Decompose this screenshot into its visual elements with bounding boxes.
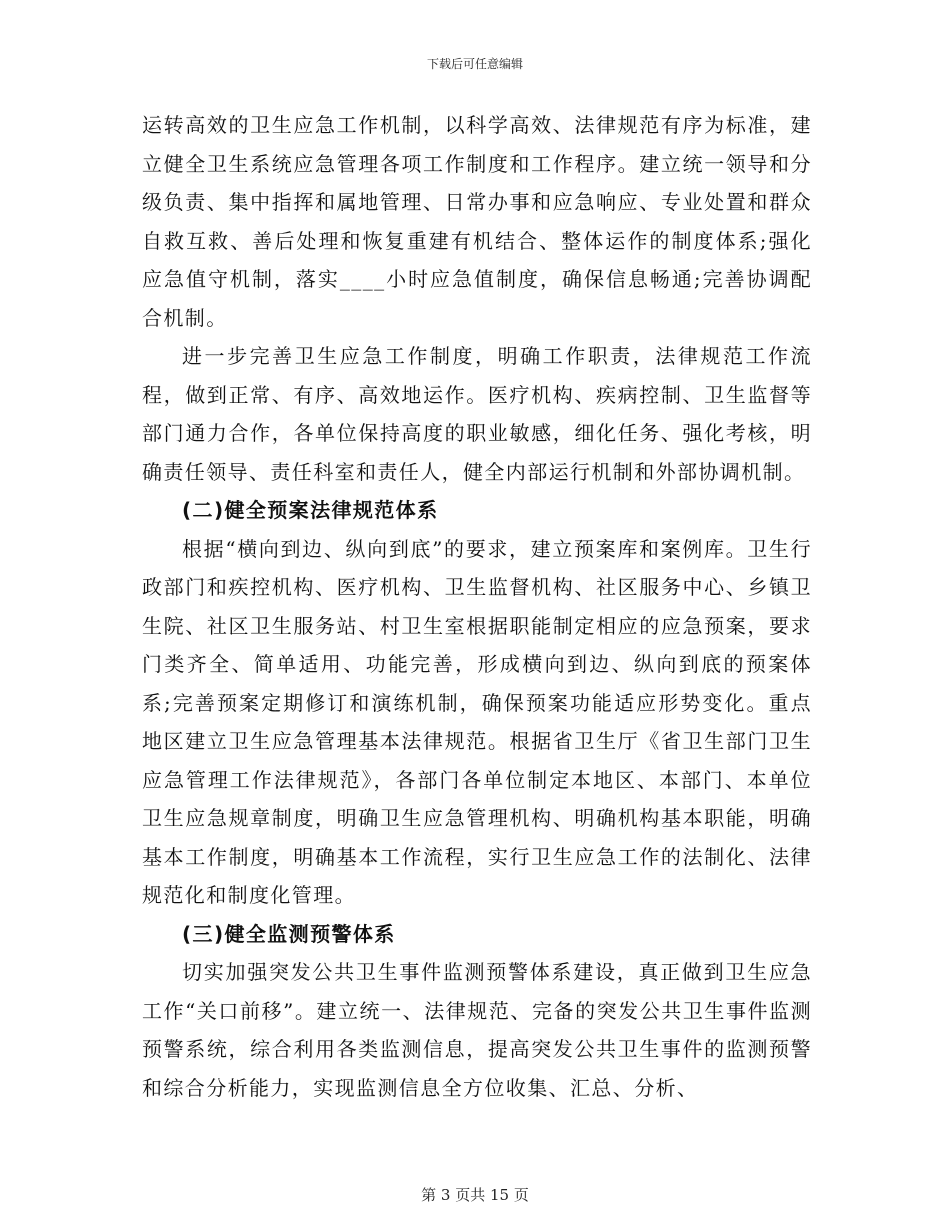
paragraph-2: 进一步完善卫生应急工作制度，明确工作职责，法律规范工作流程，做到正常、有序、高效地运作。医疗机构、疾病控制、卫生监督等部门通力合作，各单位保持高度的职业敏感，细化任务、强化考核，明确责任领导、责任科室和责任人，健全内部运行机制和外部协调机制。 [142,344,812,484]
paragraph-1: 运转高效的卫生应急工作机制，以科学高效、法律规范有序为标准，建立健全卫生系统应急管理各项工作制度和工作程序。建立统一领导和分级负责、集中指挥和属地管理、日常办事和应急响应、专业处置和群众自救互救、善后处理和恢复重建有机结合、整体运作的制度体系;强化应急值守机制，落实____小时应急值制度，确保信息畅通;完善协调配合机制。 [142,113,812,330]
section-heading-3: (三)健全监测预警体系 [182,921,396,946]
paragraph-4: 切实加强突发公共卫生事件监测预警体系建设，真正做到卫生应急工作“关口前移”。建立统一、法律规范、完备的突发公共卫生事件监测预警系统，综合利用各类监测信息，提高突发公共卫生事件的监测预警和综合分析能力，实现监测信息全方位收集、汇总、分析、 [142,960,812,1100]
page-footer: 第 3 页共 15 页 [421,1186,529,1204]
document-body [142,106,812,1107]
page-header: 下载后可任意编辑 [426,57,523,71]
section-heading-2: (二)健全预案法律规范体系 [182,498,439,522]
paragraph-3: 根据“横向到边、纵向到底”的要求，建立预案库和案例库。卫生行政部门和疾控机构、医疗机构、卫生监督机构、社区服务中心、乡镇卫生院、社区卫生服务站、村卫生室根据职能制定相应的应急预案，要求门类齐全、简单适用、功能完善，形成横向到边、纵向到底的预案体系;完善预案定期修订和演练机制，确保预案功能适应形势变化。重点地区建立卫生应急管理基本法律规范。根据省卫生厅《省卫生部门卫生应急管理工作法律规范》，各部门各单位制定本地区、本部门、本单位卫生应急规章制度，明确卫生应急管理机构、明确机构基本职能，明确基本工作制度，明确基本工作流程，实行卫生应急工作的法制化、法律规范化和制度化管理。 [142,536,812,907]
